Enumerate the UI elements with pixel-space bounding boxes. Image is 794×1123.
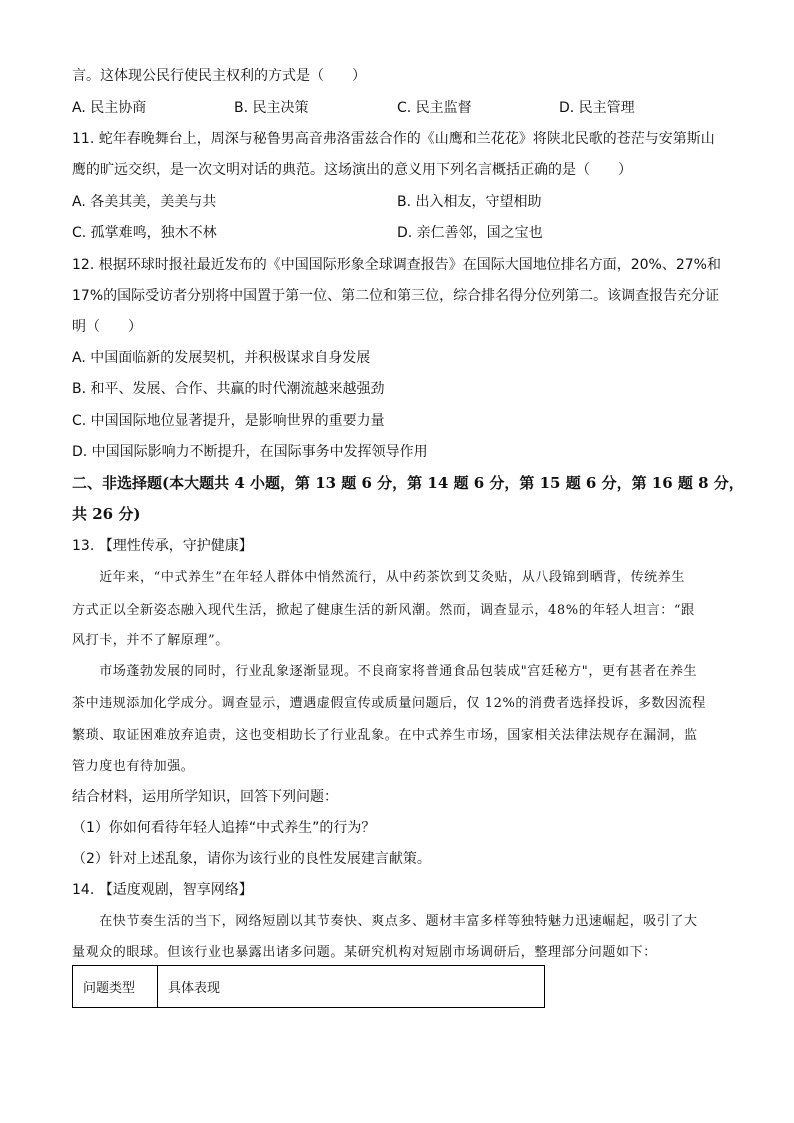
q14-title: 14. 【适度观剧，智享网络】	[72, 882, 253, 898]
q13-material-line3: 风打卡，并不了解原理”。	[72, 633, 229, 648]
problem-table	[72, 965, 545, 1008]
q13-material-line2: 方式正以全新姿态融入现代生活，掀起了健康生活的新风潮。然而，调查显示，48%的年轻人坦言：“跟	[72, 603, 695, 618]
table-header-problem-type: 问题类型	[73, 966, 158, 1008]
q13-title: 13. 【理性传承，守护健康】	[72, 538, 253, 554]
q14-material-line1: 在快节奏生活的当下，网络短剧以其节奏快、爽点多、题材丰富多样等独特魅力迅速崛起，吸引了大	[72, 914, 698, 929]
q12-option-a: A. 中国面临新的发展契机，并积极谋求自身发展	[72, 350, 371, 366]
q12-stem-line2: 17%的国际受访者分别将中国置于第一位、第二位和第三位，综合排名得分位列第二。该调查报告充分证	[72, 288, 720, 304]
q12-option-b: B. 和平、发展、合作、共赢的时代潮流越来越强劲	[72, 381, 385, 397]
table-header-row	[73, 966, 545, 1008]
q12-option-d: D. 中国国际影响力不断提升，在国际事务中发挥领导作用	[72, 444, 428, 460]
q13-sub-question-1: （1）你如何看待年轻人追捧“中式养生”的行为？	[72, 820, 376, 836]
q13-material-line6: 繁琐、取证困难放弃追责，这也变相助长了行业乱象。在中式养生市场，国家相关法律法规存在漏洞，监	[72, 728, 698, 743]
q12-stem-line3: 明（ ）	[72, 319, 142, 335]
section2-heading-line1: 二、非选择题(本大题共 4 小题，第 13 题 6 分，第 14 题 6 分，第 15 题 6 分，第 16 题 8 分，	[72, 474, 744, 492]
q10-option-c: C. 民主监督	[397, 100, 472, 116]
q13-material-line4: 市场蓬勃发展的同时，行业乱象逐渐显现。不良商家将普通食品包装成"宫廷秘方"，更有甚者在养生	[72, 664, 698, 679]
q11-option-c: C. 孤掌难鸣，独木不林	[72, 225, 217, 241]
q13-material-line7: 管力度也有待加强。	[72, 759, 195, 774]
q10-stem-tail: 言。这体现公民行使民主权利的方式是（ ）	[72, 68, 366, 84]
q11-stem-line1: 11. 蛇年春晚舞台上，周深与秘鲁男高音弗洛雷兹合作的《山鹰和兰花花》将陕北民歌的苍茫与安第斯山	[72, 131, 715, 147]
q12-option-c: C. 中国国际地位显著提升，是影响世界的重要力量	[72, 413, 385, 429]
q13-material-line5: 茶中违规添加化学成分。调查显示，遭遇虚假宣传或质量问题后，仅 12%的消费者选择投诉，多数因流程	[72, 696, 706, 711]
q13-instruction: 结合材料，运用所学知识，回答下列问题：	[72, 789, 338, 805]
q10-option-d: D. 民主管理	[559, 100, 635, 116]
q13-material-line1: 近年来，“中式养生”在年轻人群体中悄然流行，从中药茶饮到艾灸贴，从八段锦到晒背，传统养生	[72, 570, 685, 585]
q11-stem-line2: 鹰的旷远交织，是一次文明对话的典范。这场演出的意义用下列名言概括正确的是（ ）	[72, 162, 632, 178]
q10-option-a: A. 民主协商	[72, 100, 147, 116]
q11-option-d: D. 亲仁善邻，国之宝也	[397, 225, 543, 241]
q11-option-a: A. 各美其美，美美与共	[72, 194, 217, 210]
q12-stem-line1: 12. 根据环球时报社最近发布的《中国国际形象全球调查报告》在国际大国地位排名方面，20%、27%和	[72, 257, 721, 273]
q11-option-b: B. 出入相友，守望相助	[397, 194, 542, 210]
q10-option-b: B. 民主决策	[234, 100, 309, 116]
table-header-specific-manifestation: 具体表现	[158, 966, 545, 1008]
q13-sub-question-2: （2）针对上述乱象，请你为该行业的良性发展建言献策。	[72, 851, 431, 867]
q14-material-line2: 量观众的眼球。但该行业也暴露出诸多问题。某研究机构对短剧市场调研后，整理部分问题如下：	[72, 945, 657, 960]
section2-heading-line2: 共 26 分)	[72, 505, 141, 523]
